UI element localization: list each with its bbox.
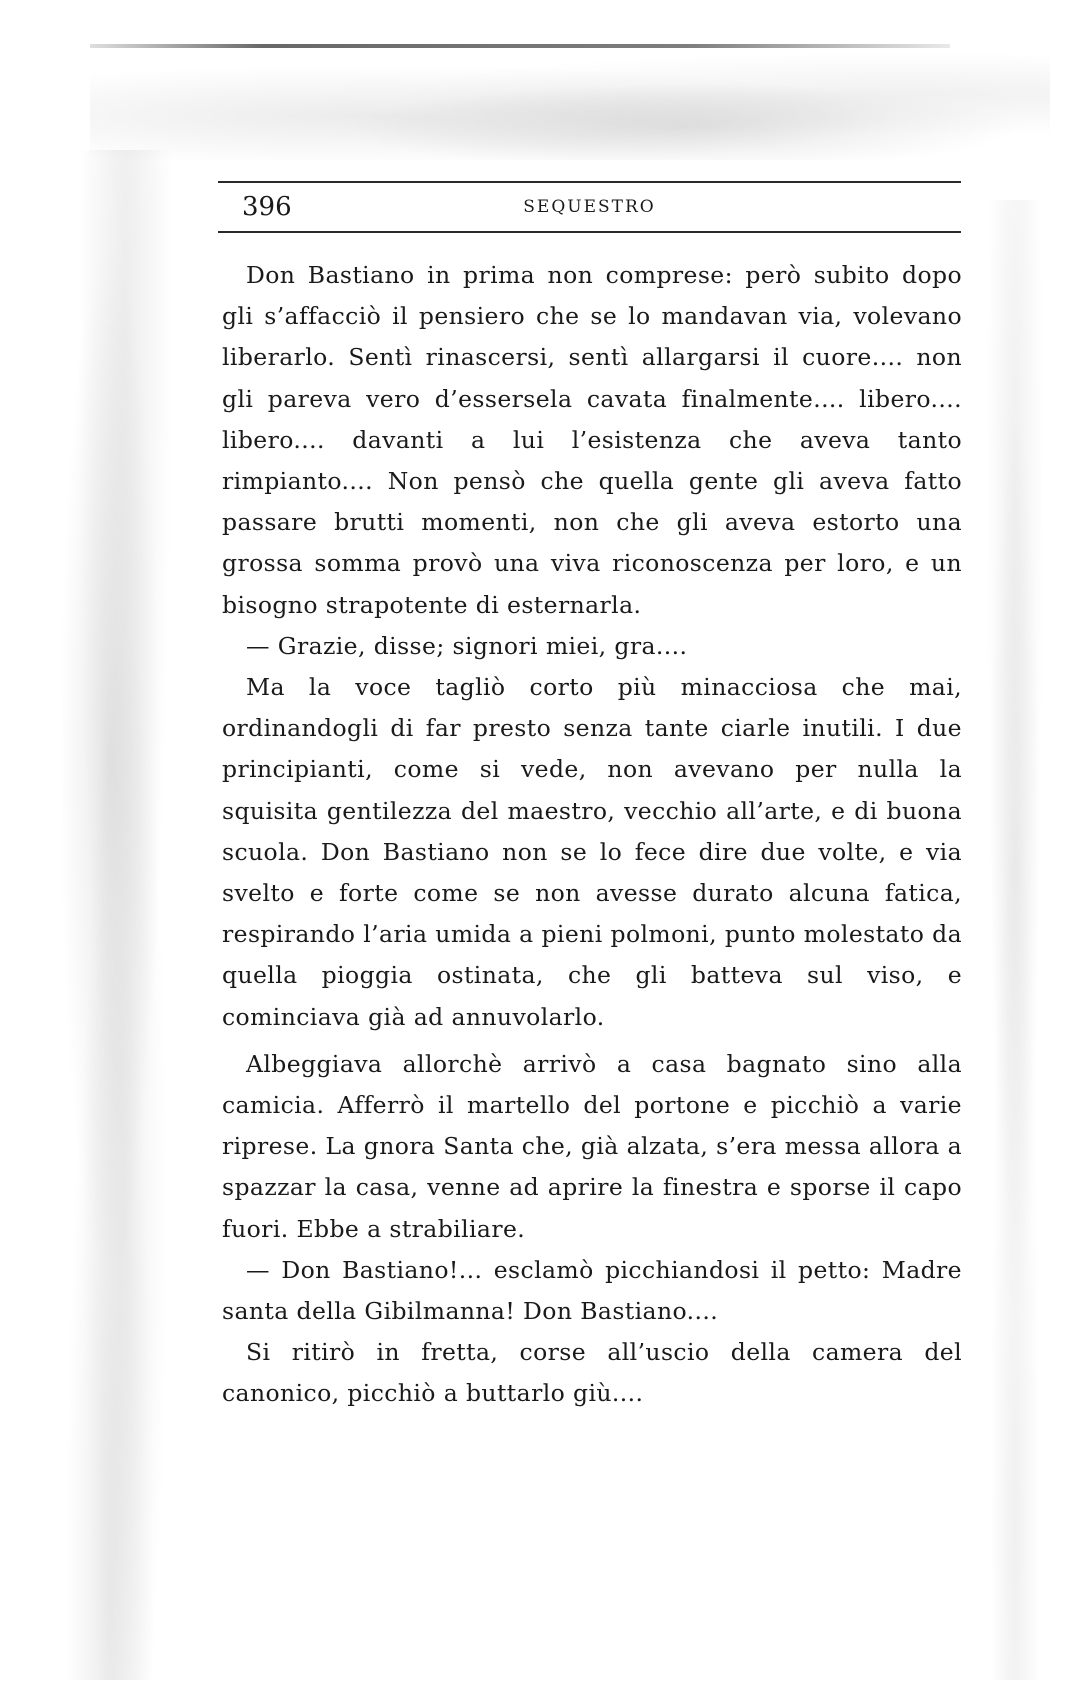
paragraph: Don Bastiano in prima non comprese: però subito dopo gli s’affacciò il pensiero che se lo mandavan via, volevano liberarlo. Sentì rinascersi, sentì allargarsi il cuore.... non gli pareva vero d’essersela cavata finalmente.... libero.... libero.... davanti a lui l’esistenza che aveva tanto rimpianto.... Non pensò che quella gente gli aveva fatto passare brutti momenti, non che gli aveva estorto una grossa somma provò una viva riconoscenza per loro, e un bisogno strapotente di esternarla. — [222, 261, 962, 619]
paragraph: Albeggiava allorchè arrivò a casa bagnato sino alla camicia. Afferrò il martello del portone e picchiò a varie riprese. La gnora Santa che, già alzata, s’era messa allora a spazzar la casa, venne ad aprire la finestra e sporse il capo fuori. Ebbe a strabiliare. — [222, 1049, 962, 1243]
scan-edge-shadow — [90, 44, 950, 48]
header-rule-bottom — [218, 231, 961, 233]
body-text — [222, 255, 962, 1415]
running-head — [218, 187, 961, 227]
scan-noise-top — [90, 50, 1050, 160]
paragraph: Ma la voce tagliò corto più minacciosa che mai, ordinandogli di far presto senza tante ciarle inutili. I due principianti, come si vede, non avevano per nulla la squisita gentilezza del maestro, vecchio all’arte, e di buona scuola. Don Bastiano non se lo fece dire due volte, e via svelto e forte come se non avesse durato alcuna fatica, respirando l’aria umida a pieni polmoni, punto molestato da quella pioggia ostinata, che gli batteva sul viso, e cominciava già ad annuvolarlo. — [222, 673, 962, 1031]
page-number: 396 — [242, 192, 292, 222]
paragraph: — Grazie, disse; signori miei, gra.... — [246, 631, 688, 660]
header-rule-top — [218, 181, 961, 183]
paragraph: Si ritirò in fretta, corse all’uscio della camera del canonico, picchiò a buttarlo giù.... — [222, 1338, 962, 1408]
scan-noise-right — [970, 200, 1060, 1680]
scan-noise-left — [50, 150, 200, 1680]
paragraph: — Don Bastiano!... esclamò picchiandosi il petto: Madre santa della Gibilmanna! Don Bastiano.... — [222, 1255, 962, 1326]
running-title: SEQUESTRO — [523, 197, 656, 217]
